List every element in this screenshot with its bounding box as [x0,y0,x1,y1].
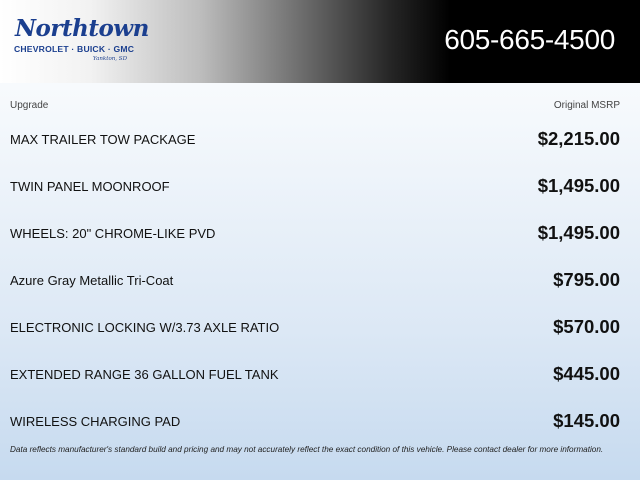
upgrade-row [0,209,640,256]
upgrades-list [0,115,640,444]
logo-script-text: Northtown [15,15,149,42]
logo-city-text: Yankton, SD [92,56,127,62]
upgrade-row [0,397,640,444]
logo-brands-text: CHEVROLET · BUICK · GMC [14,44,135,54]
upgrade-name: WIRELESS CHARGING PAD [10,414,181,429]
upgrade-row [0,115,640,162]
upgrade-name: EXTENDED RANGE 36 GALLON FUEL TANK [10,367,279,382]
upgrade-name: Azure Gray Metallic Tri-Coat [10,273,174,288]
upgrade-price: $2,215.00 [537,128,620,149]
upgrade-price: $145.00 [553,410,620,431]
upgrade-row [0,162,640,209]
upgrade-name: WHEELS: 20" CHROME-LIKE PVD [10,226,216,241]
upgrade-price: $1,495.00 [537,222,620,243]
upgrade-name: TWIN PANEL MOONROOF [10,179,170,194]
upgrade-row [0,303,640,350]
upgrade-row [0,350,640,397]
dealer-phone-number: 605-665-4500 [444,24,615,55]
upgrade-price: $1,495.00 [537,175,620,196]
upgrade-name: MAX TRAILER TOW PACKAGE [10,132,196,147]
upgrade-column-header: Upgrade [10,100,49,111]
pricing-disclaimer: Data reflects manufacturer's standard build and pricing and may not accurately reflect the exact condition of this vehicle. Please contact dealer for more information. [10,445,604,454]
upgrade-price: $795.00 [553,269,620,290]
upgrade-price: $445.00 [553,363,620,384]
dealer-logo [12,15,149,66]
msrp-column-header: Original MSRP [553,100,620,111]
upgrade-price: $570.00 [553,316,620,337]
upgrade-row [0,256,640,303]
upgrade-name: ELECTRONIC LOCKING W/3.73 AXLE RATIO [10,320,280,335]
header-banner [0,0,640,83]
